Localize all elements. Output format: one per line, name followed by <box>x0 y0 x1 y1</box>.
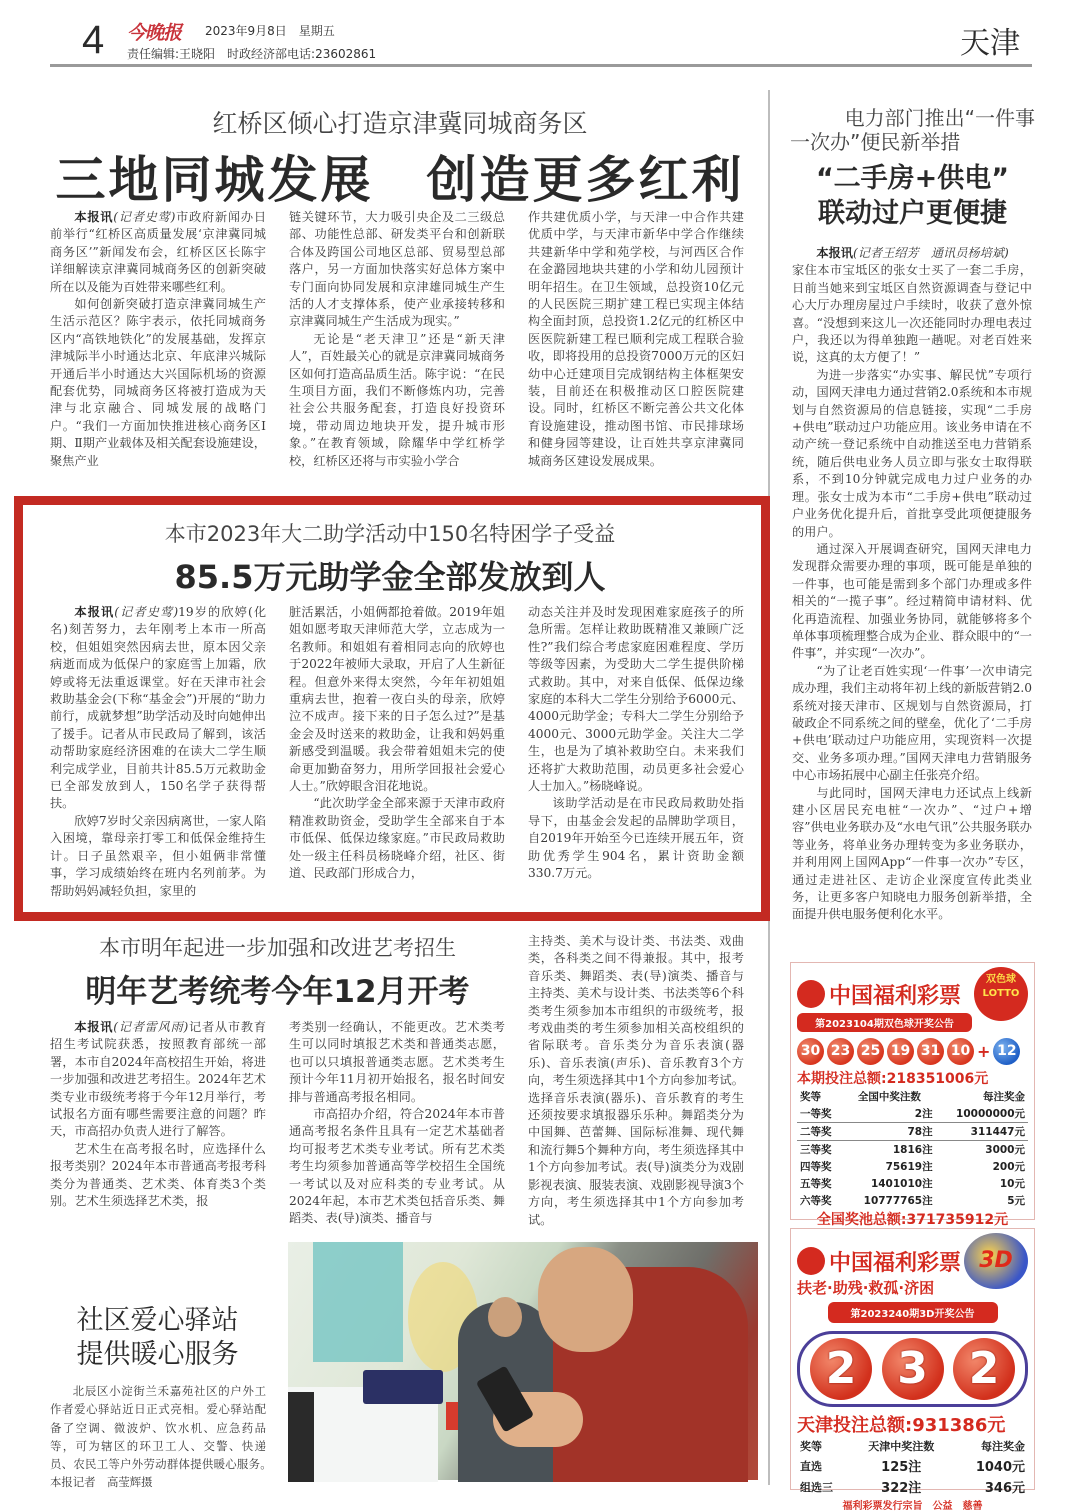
prize-amount: 346元 <box>984 1481 1025 1496</box>
table-header: 奖等 <box>800 1091 821 1103</box>
paragraph: 市政府新闻办日前举行“红桥区高质量发展‘京津冀同城商务区’”新闻发布会，红桥区区长陈宇详细解读京津冀同城商务区的创新突破所在以及能为百姓带来哪些红利。 <box>50 210 267 294</box>
winner-count: 78注 <box>843 1123 935 1141</box>
photo-story-headline-2: 提供暖心服务 <box>76 1339 239 1370</box>
prize-level: 直选 <box>800 1459 822 1473</box>
lottery-brand: 中国福利彩票 <box>829 983 962 1009</box>
byline: (记者王绍芳 通讯员杨培斌) <box>852 246 1009 260</box>
sales-total: 本期投注总额:218351006元 <box>797 1071 989 1087</box>
power-headline-1: “二手房+供电” <box>815 163 1010 194</box>
paragraph: 通过深入开展调查研究，国网天津电力发现群众需要办理的事项，既可能是单独的一件事，也可能是需到多个部门办理或多件相关的“一揽子事”。经过精简申请材料、优化再造流程、加强业务协同，就能够将多个单体事项梳理整合成为企业、群众眼中的“一件事”，并实现“一次办”。 <box>792 541 1032 661</box>
paragraph: 如何创新突破打造京津冀同城生产生活示范区？陈宇表示，依托同城商务区内“高铁地铁化”的发展基础，发挥京津城际半小时通达北京、年底津兴城际开通后半小时通达大兴国际机场的资源配套优势，同城商务区将被打造成为天津与北京融合、同城发展的战略门户。“我们一方面加快推进核心商务区Ⅰ期、Ⅱ期产业载体及相关配套设施建设，聚焦产业 <box>50 297 266 468</box>
prize-amount: 1040元 <box>975 1460 1025 1475</box>
caption-text: 北辰区小淀街兰禾嘉苑社区的户外工作者爱心驿站近日正式亮相。爱心驿站配备了空调、微波炉、饮水机、应急药品等，可为辖区的环卫工人、交警、快递员、农民工等户外劳动群体提供暖心服务。 <box>50 1384 266 1472</box>
paragraph: 动态关注并及时发现困难家庭孩子的所急所需。怎样让救助既精准又兼顾广泛性?”我们综合考虑家庭困难程度、学历等级等因素，为受助大二学生提供阶梯式救助。其中，对来自低保、低保边缘家庭的本科大二学生分别给予6000元、4000元助学金；专科大二学生分别给予4000元、3000元助学金。关注大二学生，也是为了填补救助空白。未来我们还将扩大救助范围，动员更多社会爱心人士加入。”杨晓峰说。 <box>528 605 744 794</box>
photo-credit: 本报记者 高莹辉摄 <box>50 1475 153 1490</box>
paragraph: 家住本市宝坻区的张女士买了一套二手房，日前当她来到宝坻区自然资源调查与登记中心大厅办理房屋过户手续时，收获了意外惊喜。“没想到来这儿一次还能同时办理电表过户，我还以为得单独跑一趟呢。对老百姓来说，这真的太方便了！” <box>792 263 1032 365</box>
paragraph: 记者从市教育招生考试院获悉，按照教育部统一部署，本市自2024年高校招生开始，将进一步加强和改进艺考招生。2024年艺术类专业市级统考将于今年12月举行，考试报名方面有哪些需要注意的问题？昨天，市高招办负责人进行了解答。 <box>50 1020 267 1139</box>
power-kicker-line1: 电力部门推出“一件事 <box>844 106 1035 130</box>
byline: (记者史莺) <box>113 210 176 224</box>
paragraph: 主持类、美术与设计类、书法类、戏曲类，各科类之间不得兼报。其中，报考音乐类、舞蹈类、表(导)演类、播音与主持类、美术与设计类、书法类等6个科类考生须参加本市组织的市级统考，报考戏曲类的考生须参加相关高校组织的省际联考。音乐类分为音乐表演(器乐)、音乐表演(声乐)、音乐教育3个方向，考生须选择其中1个方向参加考试。选择音乐表演(器乐)、音乐教育的考生还须按要求填报器乐乐种。舞蹈类分为中国舞、芭蕾舞、国际标准舞、现代舞和流行舞5个舞种方向，考生须选择其中1个方向参加考试。表(导)演类分为戏剧影视表演、服装表演、戏剧影视导演3个方向，考生须选择其中1个方向参加考试。 <box>528 934 744 1227</box>
red-ball: 25 <box>857 1038 884 1065</box>
red-ball: 30 <box>797 1038 824 1065</box>
photo-caption <box>50 1382 266 1492</box>
3d-lottery-ad <box>790 1228 1035 1512</box>
prize-level: 组选三 <box>800 1480 833 1494</box>
red-ball: 10 <box>947 1038 974 1065</box>
prize-amount: 10000000元 <box>936 1105 1028 1123</box>
paragraph: 链关键环节，大力吸引央企及二三级总部、功能性总部、研发类平台和创新联合体及跨国公司地区总部、贸易型总部落户，另一方面加快落实好总体方案中专门面向协同发展和京津雄同城生产生活的人才支撑体系，使产业承接转移和京津冀同城生产生活成为现实。” <box>289 210 505 329</box>
sales-total: 天津投注总额:931386元 <box>797 1415 1006 1436</box>
welfare-lottery-logo-icon <box>797 980 825 1008</box>
hongqiao-kicker: 红桥区倾心打造京津冀同城商务区 <box>212 109 588 138</box>
paragraph: 为进一步落实“办实事、解民忧”专项行动，国网天津电力通过营销2.0系统和本市规划与自然资源局的信息链接，实现“二手房+供电”联动过户功能应用。该业务申请在不动产统一登记系统中自动推送至电力营销系统，随后供电业务人员立即与张女士取得联系，不到10分钟就完成电力过户业务的办理。张女士成为本市“二手房+供电”联动过户业务优化提升后，首批享受此项便捷服务的用户。 <box>792 367 1032 539</box>
double-color-badge <box>974 967 1028 1021</box>
lottery-brand: 中国福利彩票 <box>829 1250 962 1276</box>
power-column <box>792 245 1032 924</box>
paragraph: “为了让老百姓实现‘一件事’一次申请完成办理，我们主动将年初上线的新版营销2.0系统对接天津市、区规划与自然资源局，打破政企不同系统之间的壁垒，优化了‘二手房+供电’联动过户功能应用，实现资料一次提交、业务多项办理。”国网天津电力营销服务中心市场拓展中心副主任张亮介绍。 <box>792 663 1032 783</box>
table-row <box>797 1175 1028 1192</box>
paragraph: 19岁的欣婷(化名)刻苦努力，去年刚考上本市一所高校，但姐姐突然因病去世，原本因父亲病逝而成为低保户的家庭雪上加霜，欣婷或将无法重返课堂。好在天津市社会救助基金会(下称“基金会”)开展的“助力前行，成就梦想”助学活动及时向她伸出了援手。记者从市民政局了解到，该活动帮助家庭经济困难的在读大二学生顺利完成学业，目前共计85.5万元救助金已全部发放到人，150名学子获得帮扶。 <box>50 605 267 811</box>
artexam-headline: 明年艺考统考今年12月开考 <box>85 974 470 1010</box>
number-ball: 2 <box>953 1338 1015 1400</box>
publication-date: 2023年9月8日 星期五 <box>205 24 335 38</box>
hongqiao-column-1 <box>50 209 266 470</box>
paragraph: 市高招办介绍，符合2024年本市普通高考报名条件且具有一定艺术基础者均可报考艺术类专业考试。所有艺术类考生均须参加普通高等学校招生全国统一考试以及对应科类的专业考试。从2024年起，本市艺术类包括音乐类、舞蹈类、表(导)演类、播音与 <box>289 1107 505 1226</box>
red-ball: 31 <box>917 1038 944 1065</box>
scholarship-column-3 <box>528 604 744 883</box>
prize-amount: 3000元 <box>985 1144 1025 1156</box>
lead-label: 本报讯 <box>74 210 114 224</box>
lead-label: 本报讯 <box>74 605 115 619</box>
prize-level: 三等奖 <box>800 1144 832 1156</box>
prize-level: 二等奖 <box>797 1123 843 1141</box>
red-ball: 19 <box>887 1038 914 1065</box>
paragraph: 艺术生在高考报名时，应选择什么报考类别？2024年本市普通高考报考科类分为普通类、艺术类、体育类3个类别。艺术生须选择艺术类，报 <box>50 1141 266 1209</box>
table-row <box>797 1476 1028 1497</box>
paragraph: 脏活累活，小姐俩都抢着做。2019年姐姐如愿考取天津师范大学，立志成为一名教师。和姐姐有着相同志向的欣婷也于2022年被师大录取，开启了人生新征程。但意外来得太突然，今年年初姐姐重病去世，抱着一夜白头的母亲，欣婷泣不成声。接下来的日子怎么过?”是基金会及时送来的救助金，让我和妈妈重新感受到温暖。我会带着姐姐未完的使命更加勤奋努力，用所学回报社会爱心人士。”欣婷眼含泪花地说。 <box>289 605 505 794</box>
table-row <box>797 1105 1028 1123</box>
prize-amount: 200元 <box>992 1161 1025 1173</box>
page-number: 4 <box>82 18 105 62</box>
artexam-column-3 <box>528 933 744 1229</box>
scholarship-headline: 85.5万元助学金全部发放到人 <box>174 558 606 596</box>
table-header: 全国中奖注数 <box>857 1091 921 1103</box>
ad-footer: 福利彩票发行宗旨 公益 慈善 <box>842 1501 983 1512</box>
prize-table <box>797 1437 1028 1497</box>
hongqiao-headline: 三地同城发展 创造更多红利 <box>55 151 745 209</box>
section-name: 天津 <box>960 26 1020 61</box>
photo-story-headline-1: 社区爱心驿站 <box>76 1305 239 1336</box>
power-kicker-line2: 一次办”便民新举措 <box>790 130 961 154</box>
prize-level: 五等奖 <box>800 1178 832 1190</box>
winner-count: 75619注 <box>885 1161 933 1173</box>
winner-count: 1401010注 <box>870 1178 933 1190</box>
hongqiao-column-2 <box>289 209 505 470</box>
lead-label: 本报讯 <box>816 246 853 260</box>
badge-line1: 双色球 <box>986 974 1016 985</box>
table-header: 每注奖金 <box>981 1440 1025 1453</box>
issue-banner: 第2023240期3D开奖公告 <box>828 1302 998 1323</box>
artexam-column-1 <box>50 1019 266 1210</box>
prize-amount: 5元 <box>1007 1195 1025 1207</box>
paragraph: 无论是“老天津卫”还是“新天津人”，百姓最关心的就是京津冀同城商务区如何打造高品质生活。陈宇说：“在民生项目方面，我们不断修炼内功，完善社会公共服务配套，打造良好投资环境，带动周边地块开发，提升城市形象。”在教育领域，除耀华中学红桥学校，红桥区还将与市实验小学合 <box>289 331 505 468</box>
blue-ball: 12 <box>993 1038 1020 1065</box>
paragraph: 与此同时，国网天津电力还试点上线新建小区居民充电桩“一次办”、“过户+增容”供电业务联办及“水电气讯”公共服务联办等业务，将单业务办理转变为多业务联办，并利用网上国网App“一件事一次办”专区，通过走进社区、走访企业深度宣传此类业务，让更多客户知晓电力服务创新举措，全面提升供电服务便利化水平。 <box>792 785 1032 922</box>
prize-amount: 10元 <box>999 1178 1025 1190</box>
table-row <box>797 1123 1028 1141</box>
paragraph: 考类别一经确认，不能更改。艺术类考生可以同时填报艺术类和普通类志愿，也可以只填报普通类志愿。艺术类考生预计今年11月初开始报名，报名时间安排与普通高考报名相同。 <box>289 1020 505 1104</box>
hongqiao-column-3 <box>528 209 744 470</box>
table-row <box>797 1141 1028 1159</box>
red-ball: 23 <box>827 1038 854 1065</box>
table-header: 天津中奖注数 <box>868 1440 935 1453</box>
winner-count: 322注 <box>881 1481 922 1496</box>
number-ball: 2 <box>810 1338 872 1400</box>
byline: (记者雷风雨) <box>113 1020 189 1034</box>
artexam-kicker: 本市明年起进一步加强和改进艺考招生 <box>99 936 456 960</box>
power-headline-2: 联动过户更便捷 <box>818 198 1007 229</box>
masthead-logo: 今晚报 <box>127 22 182 44</box>
scholarship-column-2 <box>289 604 505 883</box>
issue-banner: 第2023104期双色球开奖公告 <box>797 1013 972 1032</box>
winning-numbers <box>797 1038 1028 1065</box>
prize-level: 六等奖 <box>800 1195 832 1207</box>
paragraph: 该助学活动是在市民政局救助处指导下，由基金会发起的品牌助学项目，自2019年开始至今已连续开展五年，资助优秀学生904名，累计资助金额330.7万元。 <box>528 796 744 881</box>
header-rule <box>50 64 1032 67</box>
power-kicker <box>790 106 1035 154</box>
table-header: 奖等 <box>800 1440 822 1453</box>
prize-amount: 311447元 <box>936 1123 1028 1141</box>
paragraph: 作共建优质小学，与天津一中合作共建优质中学，与天津市新华中学合作继续共建新华中学和苑学校，与河西区合作在金潞园地块共建的小学和幼儿园预计明年招生。在卫生领域，总投资10亿元的人民医院三期扩建工程已实现主体结构全面封顶，总投资1.2亿元的红桥区中医医院新建工程已顺利完成工程联合验收，即将投用的总投资7000万元的区妇幼中心迁建项目完成钢结构主体框架安装，目前还在积极推动区口腔医院建设。同时，红桥区不断完善公共文化体育设施建设，推动图书馆、市民排球场和健身园等建设，让百姓共享京津冀同城商务区建设发展成果。 <box>528 210 744 468</box>
prize-level: 一等奖 <box>797 1105 843 1123</box>
winner-count: 125注 <box>881 1460 922 1475</box>
winner-count: 2注 <box>843 1105 935 1123</box>
paragraph: “此次助学金全部来源于天津市政府精准救助资金，受助学生全部来自于本市低保、低保边缘家庭。”市民政局救助处一级主任科员杨晓峰介绍，社区、街道、民政部门形成合力， <box>289 796 505 881</box>
winner-count: 10777765注 <box>863 1195 933 1207</box>
badge-line2: LOTTO <box>982 988 1020 999</box>
lead-label: 本报讯 <box>74 1020 114 1034</box>
double-color-lottery-ad <box>790 962 1035 1228</box>
byline: (记者史莺) <box>114 605 179 619</box>
editor-line: 责任编辑:王晓阳 时政经济部电话:23602861 <box>127 47 377 61</box>
table-header: 每注奖金 <box>983 1091 1025 1103</box>
table-row <box>797 1192 1028 1209</box>
plus-sign: + <box>977 1042 991 1061</box>
artexam-column-2 <box>289 1019 505 1228</box>
prize-level: 四等奖 <box>800 1161 832 1173</box>
prize-table <box>797 1088 1028 1209</box>
table-row <box>797 1158 1028 1175</box>
winner-count: 1816注 <box>892 1144 933 1156</box>
winning-numbers <box>797 1331 1028 1407</box>
slogan: 扶老·助残·救孤·济困 <box>797 1279 935 1297</box>
scholarship-column-1 <box>50 604 266 900</box>
jackpot-pool: 全国奖池总额:371735912元 <box>816 1212 1009 1228</box>
welfare-lottery-logo-icon <box>797 1247 825 1275</box>
paragraph: 欣婷7岁时父亲因病离世，一家人陷入困境，靠母亲打零工和低保金维持生计。日子虽然艰辛，但小姐俩非常懂事，学习成绩始终在班内名列前茅。为帮助妈妈减轻负担，家里的 <box>50 813 266 898</box>
community-station-photo <box>288 1242 758 1480</box>
table-row <box>797 1455 1028 1476</box>
number-ball: 3 <box>882 1338 944 1400</box>
scholarship-kicker: 本市2023年大二助学活动中150名特困学子受益 <box>164 522 616 546</box>
3d-badge: 3D <box>964 1233 1028 1289</box>
